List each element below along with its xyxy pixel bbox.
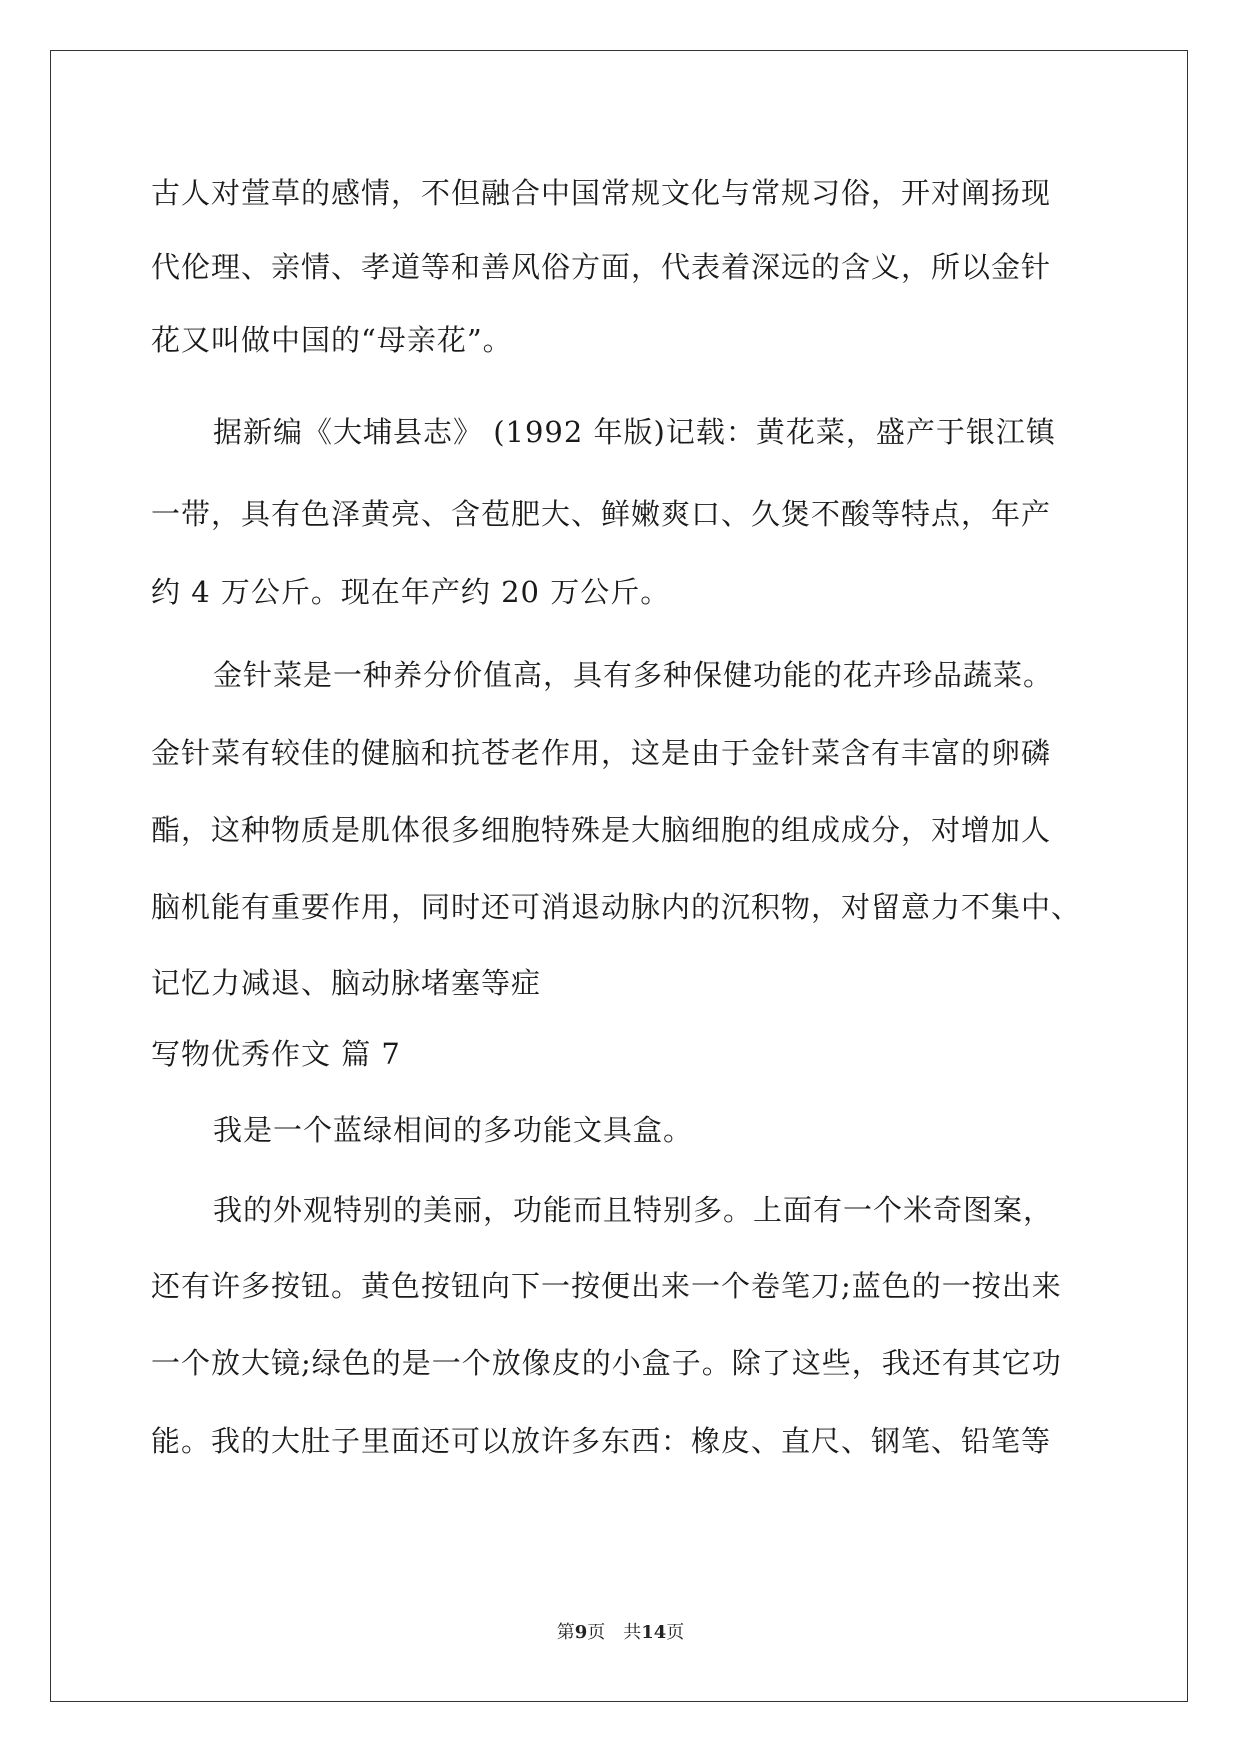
text-line: 脑机能有重要作用，同时还可消退动脉内的沉积物，对留意力不集中、 [151, 890, 1082, 924]
text-line: 约 4 万公斤。现在年产约 20 万公斤。 [151, 575, 671, 609]
footer-total-prefix: 共 [623, 1622, 642, 1643]
footer-page-unit: 页 [587, 1622, 606, 1643]
page-footer [0, 1621, 1241, 1645]
text-line: 我的外观特别的美丽，功能而且特别多。上面有一个米奇图案， [213, 1193, 1054, 1227]
text-line: 金针菜有较佳的健脑和抗苍老作用，这是由于金针菜含有丰富的卵磷 [151, 736, 1052, 770]
current-page-number: 9 [574, 1622, 588, 1643]
text-line: 古人对萱草的感情，不但融合中国常规文化与常规习俗，开对阐扬现 [151, 176, 1052, 210]
text-line: 一个放大镜;绿色的是一个放像皮的小盒子。除了这些，我还有其它功 [151, 1346, 1062, 1380]
footer-total-unit: 页 [666, 1622, 685, 1643]
text-line: 据新编《大埔县志》 (1992 年版)记载：黄花菜，盛产于银江镇 [213, 415, 1056, 449]
text-line: 还有许多按钮。黄色按钮向下一按便出来一个卷笔刀;蓝色的一按出来 [151, 1269, 1062, 1303]
text-line: 酯，这种物质是肌体很多细胞特殊是大脑细胞的组成成分，对增加人 [151, 813, 1052, 847]
footer-prefix: 第 [556, 1622, 575, 1643]
section-heading: 写物优秀作文 篇 7 [151, 1037, 401, 1071]
text-line: 记忆力减退、脑动脉堵塞等症 [151, 966, 542, 1000]
text-line: 代伦理、亲情、孝道等和善风俗方面，代表着深远的含义，所以金针 [151, 250, 1052, 284]
text-line: 能。我的大肚子里面还可以放许多东西：橡皮、直尺、钢笔、铅笔等 [151, 1424, 1052, 1458]
text-line: 一带，具有色泽黄亮、含苞肥大、鲜嫩爽口、久煲不酸等特点，年产 [151, 497, 1052, 531]
text-line: 金针菜是一种养分价值高，具有多种保健功能的花卉珍品蔬菜。 [213, 658, 1054, 692]
text-line: 花又叫做中国的“母亲花”。 [151, 323, 513, 357]
total-pages-number: 14 [641, 1622, 667, 1643]
text-line: 我是一个蓝绿相间的多功能文具盒。 [213, 1113, 694, 1147]
